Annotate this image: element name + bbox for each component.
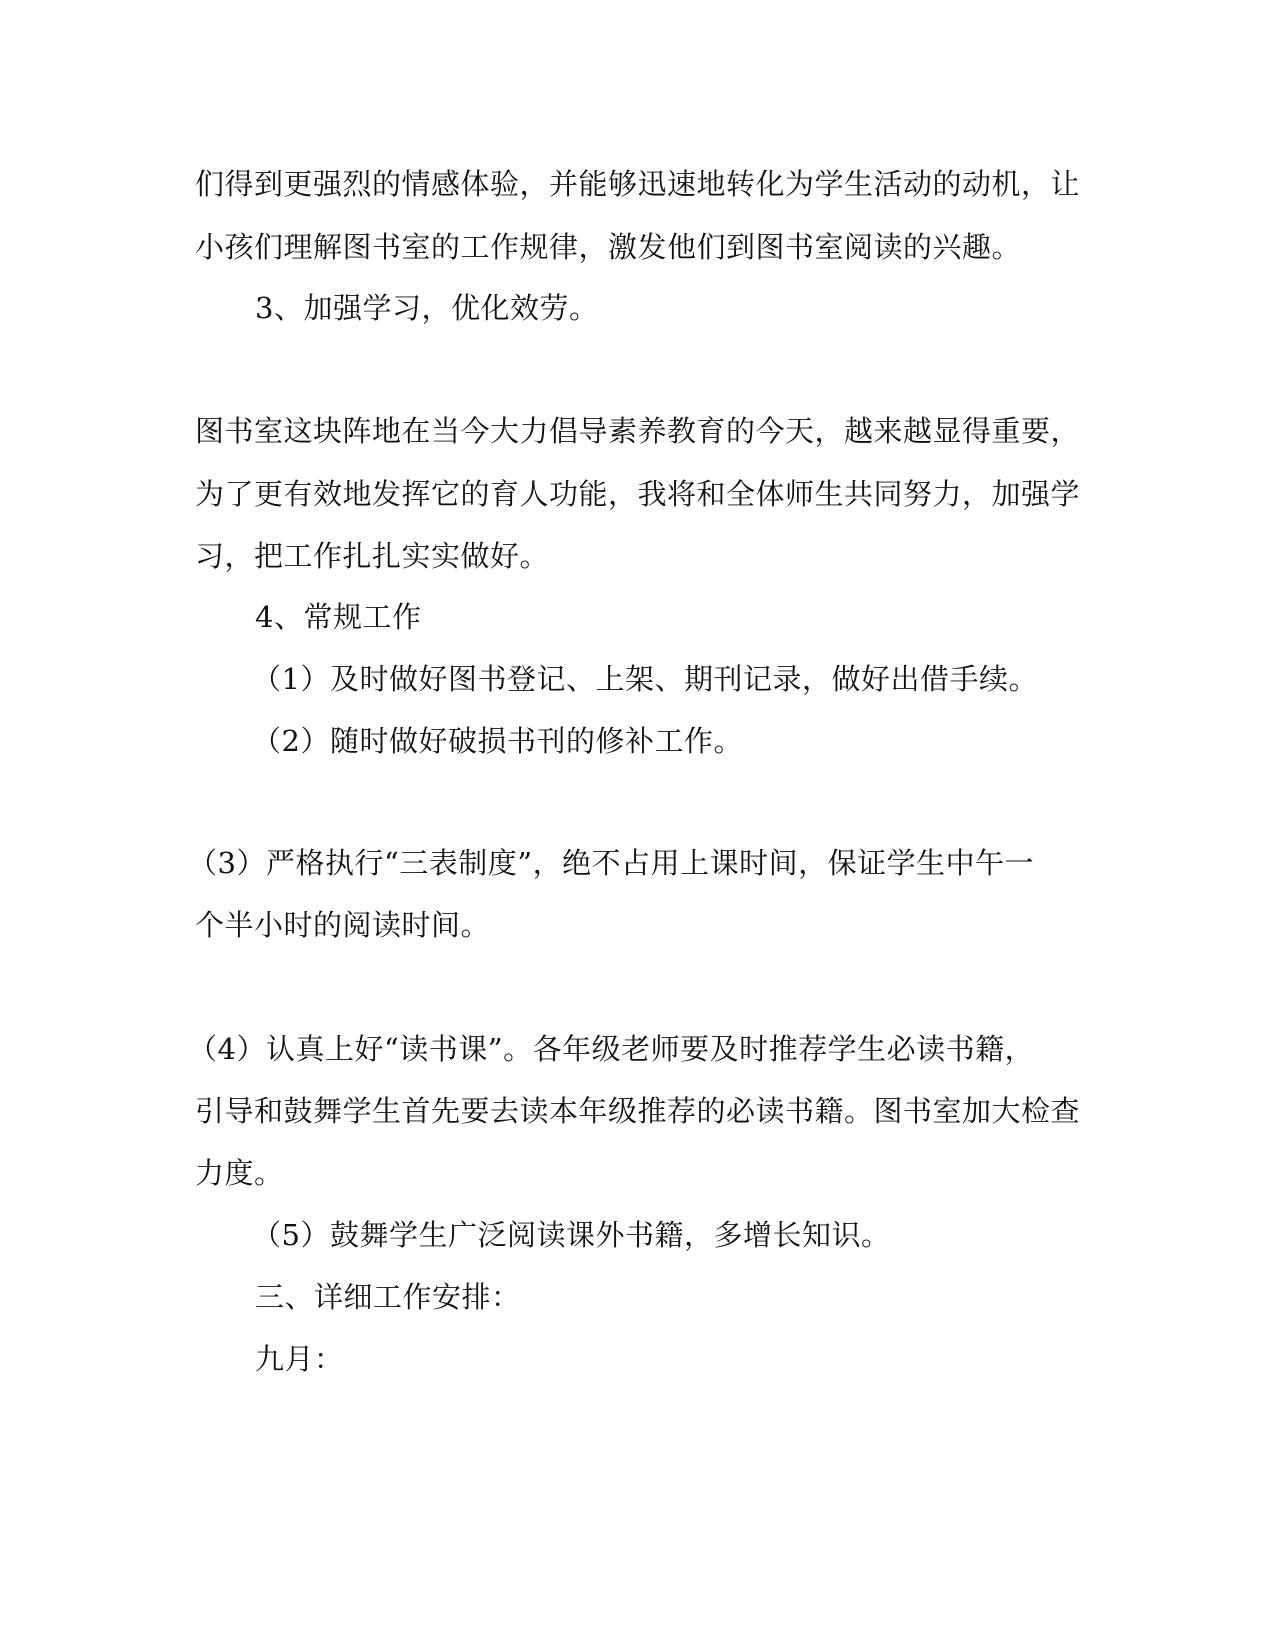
month-heading: 九月： (255, 1342, 344, 1376)
list-item-3-line-1: （3）严格执行“三表制度”，绝不占用上课时间，保证学生中午一 (188, 846, 1035, 880)
list-item-5: （5）鼓舞学生广泛阅读课外书籍，多增长知识。 (252, 1218, 891, 1252)
paragraph-line-5: 为了更有效地发挥它的育人功能，我将和全体师生共同努力，加强学 (195, 477, 1081, 511)
section-heading-4: 4、常规工作 (255, 600, 422, 634)
section-heading-3: 3、加强学习，优化效劳。 (255, 291, 599, 325)
list-item-4-line-1: （4）认真上好“读书课”。各年级老师要及时推荐学生必读书籍， (188, 1032, 1035, 1066)
paragraph-line-4: 图书室这块阵地在当今大力倡导素养教育的今天，越来越显得重要， (195, 414, 1081, 448)
list-item-4-line-3: 力度。 (195, 1156, 284, 1190)
paragraph-line-2: 小孩们理解图书室的工作规律，激发他们到图书室阅读的兴趣。 (195, 230, 1022, 264)
paragraph-line-6: 习，把工作扎扎实实做好。 (195, 539, 550, 573)
list-item-2: （2）随时做好破损书刊的修补工作。 (252, 724, 743, 758)
paragraph-line-1: 们得到更强烈的情感体验，并能够迅速地转化为学生活动的动机，让 (195, 167, 1081, 201)
list-item-1: （1）及时做好图书登记、上架、期刊记录，做好出借手续。 (252, 662, 1038, 696)
section-heading-three: 三、详细工作安排： (255, 1280, 521, 1314)
list-item-4-line-2: 引导和鼓舞学生首先要去读本年级推荐的必读书籍。图书室加大检查 (195, 1094, 1081, 1128)
list-item-3-line-2: 个半小时的阅读时间。 (195, 908, 491, 942)
